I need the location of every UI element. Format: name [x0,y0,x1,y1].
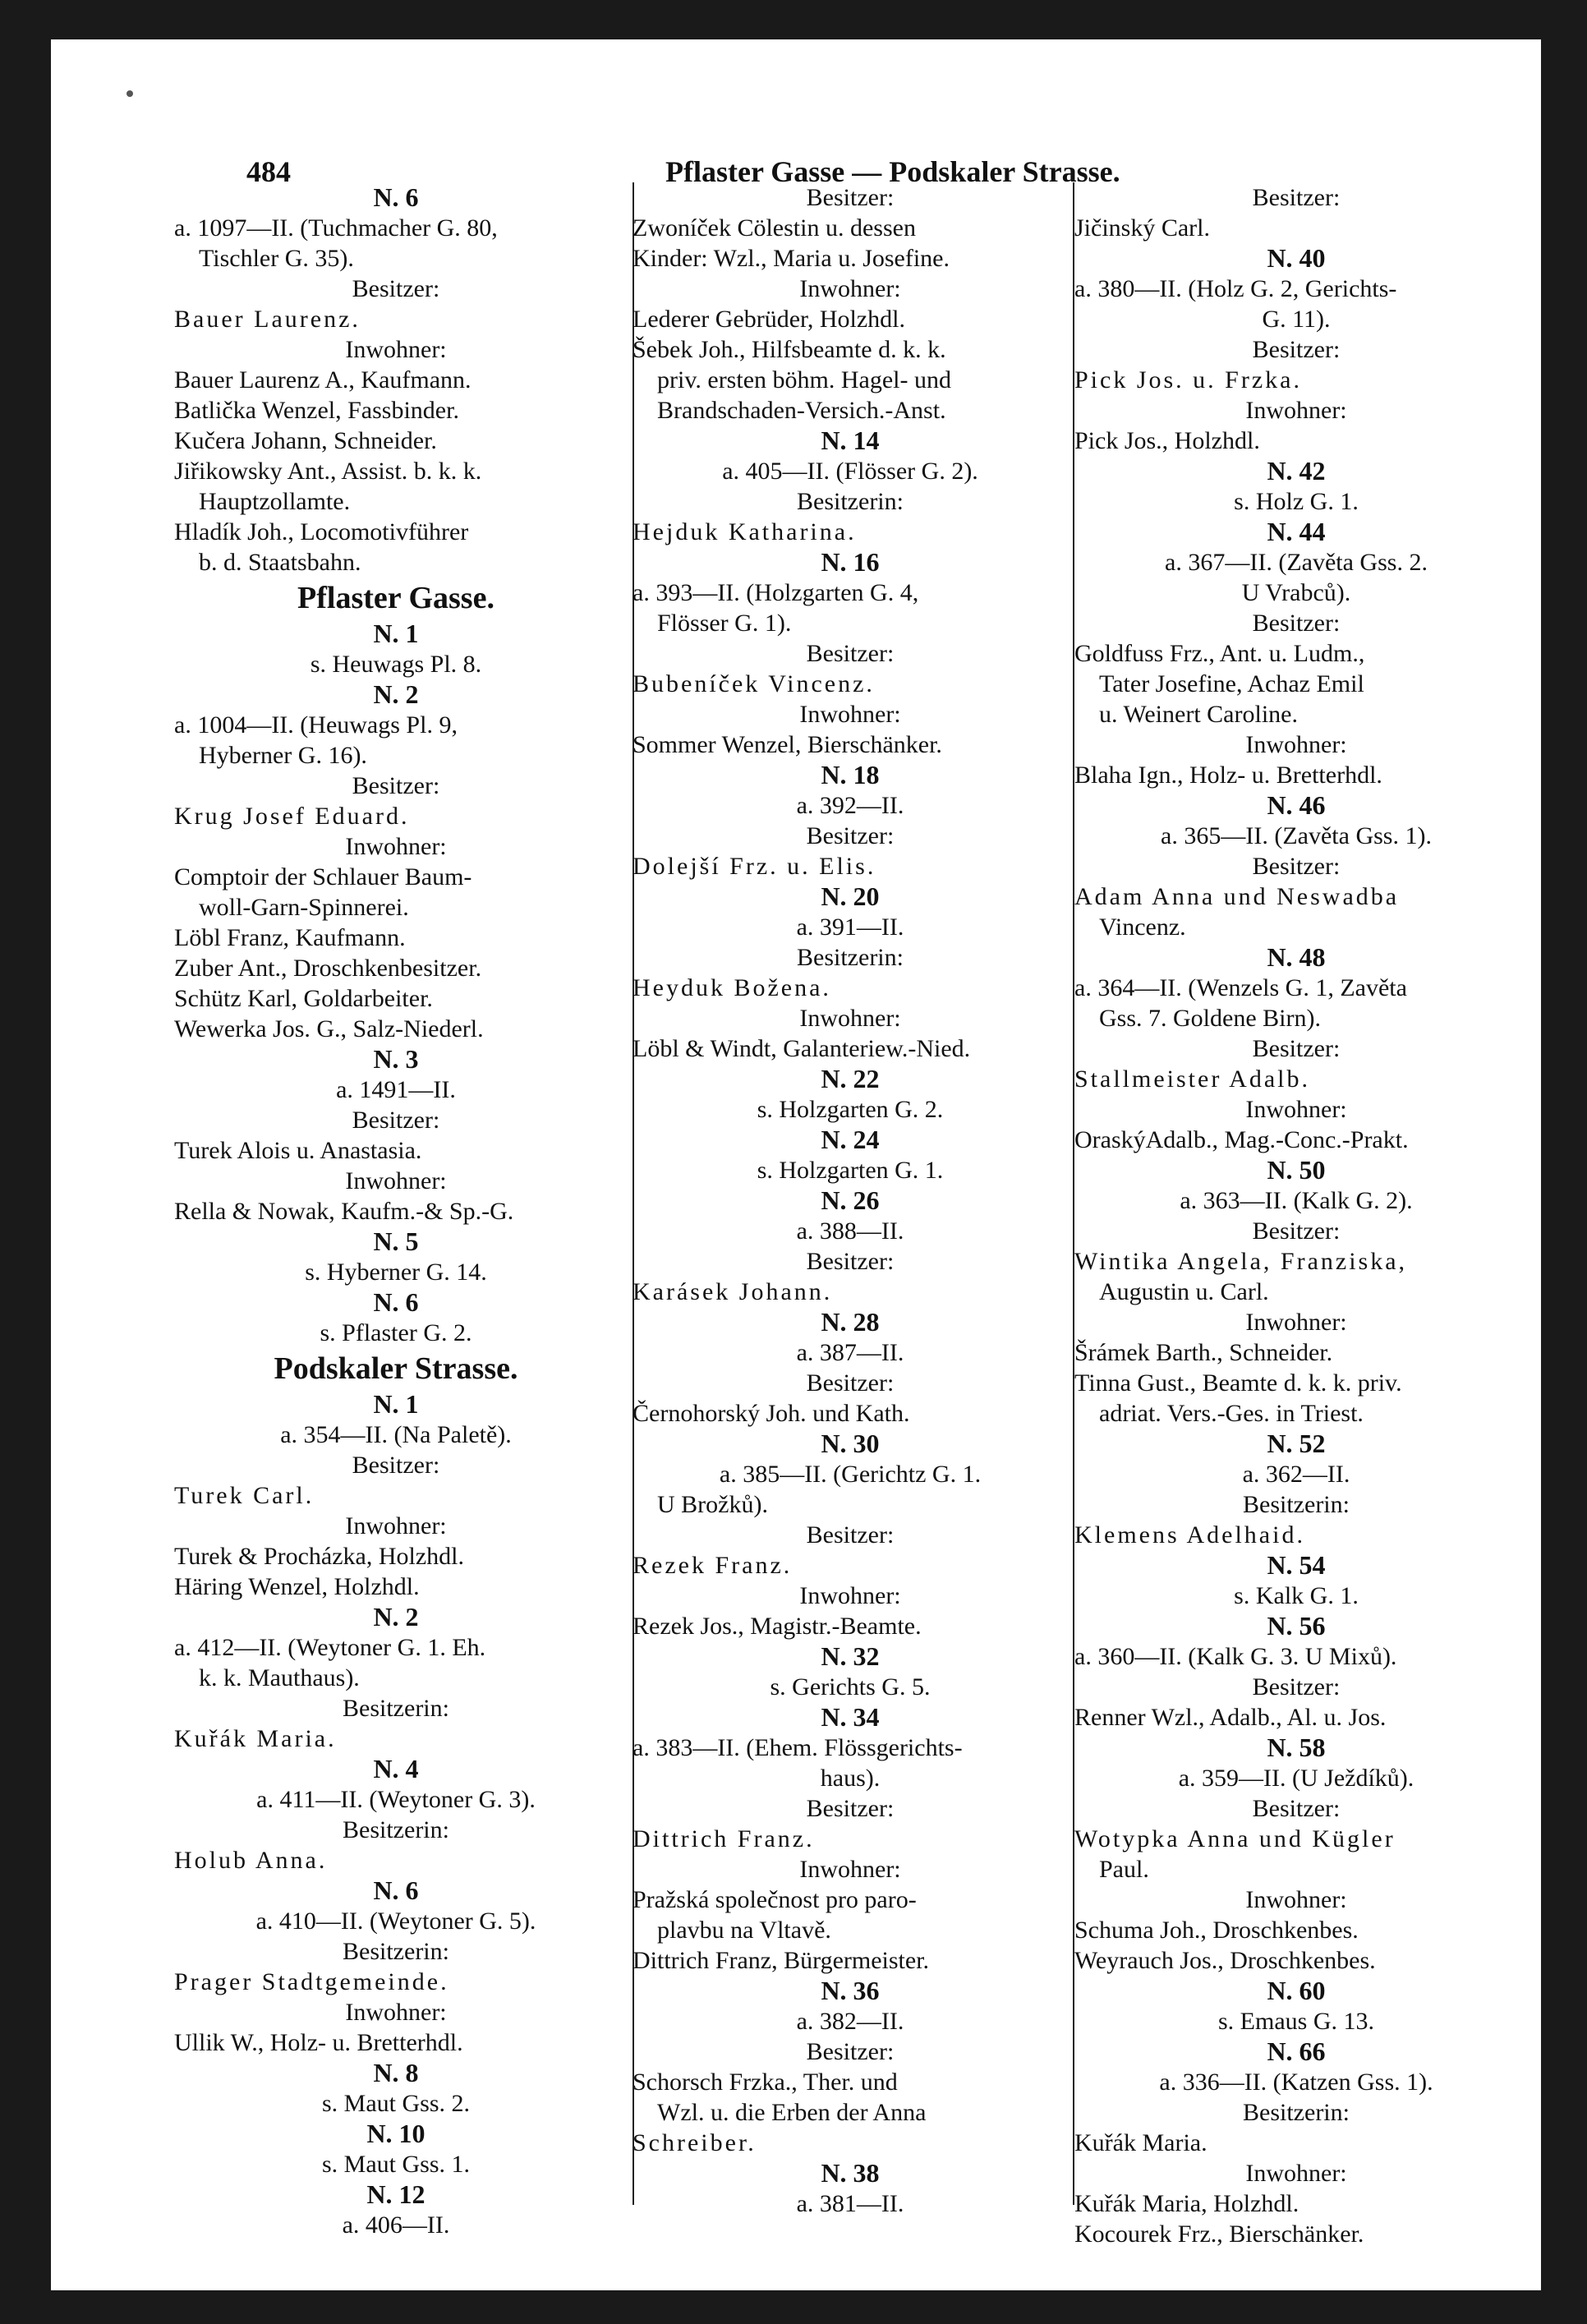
house-number: N. 5 [373,1226,419,1256]
entry-line: Inwohner: [799,1005,901,1032]
entry-line: Besitzer: [806,1369,895,1397]
entry-line: a. 380—II. (Holz G. 2, Gerichts- [1074,275,1397,302]
entry-line: Ullik W., Holz- u. Bretterhdl. [174,2029,463,2056]
entry-line: u. Weinert Caroline. [1099,701,1298,728]
house-number: N. 6 [373,182,419,212]
entry-line: Batlička Wenzel, Fassbinder. [174,397,459,424]
entry-line: Besitzer: [1252,184,1341,211]
entry-line: a. 383—II. (Ehem. Flössgerichts- [632,1734,963,1761]
entry-line: Schuma Joh., Droschkenbes. [1074,1917,1359,1944]
entry-line: Inwohner: [799,275,901,302]
entry-line: a. 362—II. [1242,1461,1350,1488]
entry-line: Turek & Procházka, Holzhdl. [174,1543,464,1570]
entry-line: Pick Jos., Holzhdl. [1074,427,1260,454]
street-heading: Pflaster Gasse. [297,581,494,615]
entry-line: Löbl & Windt, Galanteriew.-Nied. [632,1035,971,1062]
entry-line: Pražská společnost pro paro- [632,1886,917,1913]
house-number: N. 4 [373,1754,419,1783]
entry-line: Inwohner: [1245,397,1347,424]
entry-line: Šrámek Barth., Schneider. [1074,1339,1333,1366]
entry-line: Besitzer: [352,772,440,799]
entry-line: plavbu na Vltavě. [657,1917,831,1944]
entry-line: Besitzerin: [1243,1491,1350,1518]
entry-line: Wotypka Anna und Kügler [1074,1825,1396,1852]
entry-line: Besitzer: [806,2038,895,2065]
entry-line: Kuřák Maria. [1074,2129,1208,2156]
entry-line: Turek Alois u. Anastasia. [174,1137,422,1164]
entry-line: a. 381—II. [796,2190,904,2217]
entry-line: Lederer Gebrüder, Holzhdl. [632,306,905,333]
entry-line: Bubeníček Vincenz. [632,670,875,697]
column-right [1074,182,1518,2249]
house-number: N. 66 [1267,2036,1326,2066]
house-number: N. 30 [821,1429,880,1458]
entry-line: a. 360—II. (Kalk G. 3. U Mixů). [1074,1643,1397,1670]
column-left [174,182,618,2240]
entry-line: Goldfuss Frz., Ant. u. Ludm., [1074,640,1365,667]
entry-line: Jiřikowsky Ant., Assist. b. k. k. [174,458,482,485]
entry-line: Zuber Ant., Droschkenbesitzer. [174,955,482,982]
entry-line: Inwohner: [1245,2160,1347,2187]
entry-line: Rella & Nowak, Kaufm.-& Sp.-G. [174,1198,514,1225]
house-number: N. 38 [821,2158,880,2188]
entry-line: s. Holz G. 1. [1234,488,1359,515]
house-number: N. 16 [821,547,880,577]
entry-line: Renner Wzl., Adalb., Al. u. Jos. [1074,1704,1387,1731]
entry-line: Kinder: Wzl., Maria u. Josefine. [632,245,950,272]
entry-line: Hyberner G. 16). [199,742,367,769]
entry-line: Stallmeister Adalb. [1074,1065,1310,1093]
entry-line: U Vrabců). [1241,579,1351,606]
entry-line: Inwohner: [799,1856,901,1883]
entry-line: Besitzerin: [343,1695,449,1722]
entry-line: Dittrich Franz. [632,1825,815,1852]
entry-line: Wzl. u. die Erben der Anna [657,2099,927,2126]
house-number: N. 24 [821,1125,880,1154]
entry-line: Häring Wenzel, Holzhdl. [174,1573,420,1600]
entry-line: Vincenz. [1099,913,1186,941]
house-number: N. 2 [373,1602,419,1631]
house-number: N. 34 [821,1702,880,1732]
entry-line: a. 365—II. (Zavěta Gss. 1). [1161,822,1432,849]
house-number: N. 28 [821,1307,880,1337]
house-number: N. 6 [373,1287,419,1317]
entry-line: Besitzer: [1252,610,1341,637]
house-number: N. 2 [373,679,419,709]
entry-line: Besitzer: [352,275,440,302]
entry-line: a. 412—II. (Weytoner G. 1. Eh. [174,1634,486,1661]
entry-line: Kuřák Maria. [174,1725,337,1752]
entry-line: Rezek Jos., Magistr.-Beamte. [632,1613,922,1640]
entry-line: Gss. 7. Goldene Birn). [1099,1005,1321,1032]
entry-line: s. Maut Gss. 1. [321,2151,470,2178]
entry-line: a. 1004—II. (Heuwags Pl. 9, [174,711,458,739]
house-number: N. 50 [1267,1155,1326,1185]
house-number: N. 1 [373,1389,419,1419]
entry-line: b. d. Staatsbahn. [199,549,361,576]
entry-line: Besitzer: [1252,1217,1341,1245]
entry-line: Wintika Angela, Franziska, [1074,1248,1408,1275]
house-number: N. 44 [1267,517,1326,546]
entry-line: Inwohner: [1245,731,1347,758]
entry-line: a. 364—II. (Wenzels G. 1, Zavěta [1074,974,1407,1001]
entry-line: Besitzer: [806,1248,895,1275]
entry-line: Wewerka Jos. G., Salz-Niederl. [174,1015,484,1042]
entry-line: a. 393—II. (Holzgarten G. 4, [632,579,919,606]
entry-line: a. 336—II. (Katzen Gss. 1). [1159,2069,1433,2096]
entry-line: Besitzer: [806,1521,895,1549]
entry-line: Schorsch Frzka., Ther. und [632,2069,898,2096]
entry-line: s. Hyberner G. 14. [305,1259,487,1286]
entry-line: Schreiber. [632,2129,757,2156]
entry-line: Brandschaden-Versich.-Anst. [657,397,946,424]
house-number: N. 6 [373,1875,419,1905]
entry-line: Jičinský Carl. [1074,214,1210,242]
entry-line: Besitzer: [1252,1673,1341,1700]
entry-line: adriat. Vers.-Ges. in Triest. [1099,1400,1364,1427]
entry-line: Zwoníček Cölestin u. dessen [632,214,916,242]
entry-line: s. Emaus G. 13. [1218,2008,1374,2035]
page-number: 484 [246,155,291,188]
entry-line: a. 410—II. (Weytoner G. 5). [255,1908,536,1935]
house-number: N. 26 [821,1185,880,1215]
house-number: N. 54 [1267,1550,1326,1580]
entry-line: Hejduk Katharina. [632,518,857,545]
entry-line: Krug Josef Eduard. [174,803,410,830]
entry-line: Inwohner: [1245,1886,1347,1913]
entry-line: a. 359—II. (U Ježdíků). [1178,1765,1414,1792]
house-number: N. 36 [821,1976,880,2005]
entry-line: a. 405—II. (Flösser G. 2). [722,458,978,485]
entry-line: Weyrauch Jos., Droschkenbes. [1074,1947,1376,1974]
entry-line: Inwohner: [799,1582,901,1609]
house-number: N. 42 [1267,456,1326,486]
entry-line: Besitzer: [806,1795,895,1822]
entry-line: Inwohner: [1245,1309,1347,1336]
entry-line: s. Maut Gss. 2. [321,2090,470,2117]
entry-line: woll-Garn-Spinnerei. [199,894,409,921]
house-number: N. 8 [373,2058,419,2087]
entry-line: Inwohner: [345,336,447,363]
entry-line: OraskýAdalb., Mag.-Conc.-Prakt. [1074,1126,1409,1153]
entry-line: Besitzer: [352,1452,440,1479]
house-number: N. 60 [1267,1976,1326,2005]
entry-line: Kocourek Frz., Bierschänker. [1074,2220,1364,2248]
entry-line: a. 385—II. (Gerichtz G. 1. [719,1461,982,1488]
entry-line: a. 392—II. [796,792,904,819]
entry-line: priv. ersten böhm. Hagel- und [657,366,951,393]
entry-line: Besitzerin: [343,1816,449,1843]
entry-line: Besitzer: [806,184,895,211]
entry-line: a. 406—II. [342,2211,450,2239]
entry-line: Besitzer: [1252,1795,1341,1822]
entry-line: a. 354—II. (Na Paletě). [280,1421,512,1448]
entry-line: a. 367—II. (Zavěta Gss. 2. [1165,549,1428,576]
entry-line: haus). [820,1765,881,1792]
house-number: N. 58 [1267,1733,1326,1762]
house-number: N. 20 [821,881,880,911]
entry-line: Inwohner: [345,1999,447,2026]
entry-line: Tischler G. 35). [199,245,354,272]
entry-line: Bauer Laurenz A., Kaufmann. [174,366,472,393]
entry-line: Besitzer: [1252,1035,1341,1062]
house-number: N. 22 [821,1064,880,1093]
entry-line: Hladík Joh., Locomotivführer [174,518,469,545]
entry-line: Besitzer: [352,1107,440,1134]
entry-line: Prager Stadtgemeinde. [174,1968,449,1995]
entry-line: Tinna Gust., Beamte d. k. k. priv. [1074,1369,1402,1397]
entry-line: Blaha Ign., Holz- u. Bretterhdl. [1074,762,1382,789]
entry-line: Kučera Johann, Schneider. [174,427,437,454]
entry-line: s. Holzgarten G. 1. [757,1157,944,1184]
entry-line: Šebek Joh., Hilfsbeamte d. k. k. [632,336,946,363]
entry-line: Besitzer: [806,822,895,849]
entry-line: Schütz Karl, Goldarbeiter. [174,985,433,1012]
street-heading: Podskaler Strasse. [274,1351,518,1386]
entry-line: Turek Carl. [174,1482,315,1509]
entry-line: Černohorský Joh. und Kath. [632,1400,910,1427]
entry-line: Holub Anna. [174,1847,328,1874]
entry-line: Paul. [1099,1856,1149,1883]
house-number: N. 46 [1267,790,1326,820]
entry-line: a. 1491—II. [336,1076,456,1103]
entry-line: Sommer Wenzel, Bierschänker. [632,731,942,758]
entry-line: a. 391—II. [796,913,904,941]
entry-line: s. Holzgarten G. 2. [757,1096,944,1123]
entry-line: Kuřák Maria, Holzhdl. [1074,2190,1300,2217]
entry-line: a. 1097—II. (Tuchmacher G. 80, [174,214,498,242]
entry-line: s. Heuwags Pl. 8. [310,651,482,678]
entry-line: Besitzerin: [797,944,904,971]
house-number: N. 52 [1267,1429,1326,1458]
house-number: N. 1 [373,619,419,648]
entry-line: a. 363—II. (Kalk G. 2). [1180,1187,1413,1214]
entry-line: Löbl Franz, Kaufmann. [174,924,406,951]
entry-line: k. k. Mauthaus). [199,1664,360,1691]
house-number: N. 48 [1267,942,1326,972]
entry-line: Besitzerin: [1243,2099,1350,2126]
entry-line: a. 387—II. [796,1339,904,1366]
house-number: N. 18 [821,760,880,789]
entry-line: Tater Josefine, Achaz Emil [1099,670,1364,697]
entry-line: Dolejší Frz. u. Elis. [632,853,876,880]
house-number: N. 40 [1267,243,1326,273]
entry-line: Hauptzollamte. [199,488,351,515]
entry-line: Augustin u. Carl. [1099,1278,1269,1305]
entry-line: G. 11). [1262,306,1331,333]
entry-line: Besitzer: [806,640,895,667]
entry-line: Besitzerin: [797,488,904,515]
entry-line: Inwohner: [345,1167,447,1194]
entry-line: s. Kalk G. 1. [1234,1582,1359,1609]
house-number: N. 32 [821,1641,880,1671]
house-number: N. 14 [821,426,880,455]
entry-line: Heyduk Božena. [632,974,831,1001]
entry-line: Besitzerin: [343,1938,449,1965]
entry-line: Inwohner: [1245,1096,1347,1123]
page-speck [126,90,133,97]
entry-line: Inwohner: [345,833,447,860]
entry-line: U Brožků). [657,1491,768,1518]
entry-line: Karásek Johann. [632,1278,833,1305]
entry-line: Besitzer: [1252,853,1341,880]
entry-line: Pick Jos. u. Frzka. [1074,366,1302,393]
entry-line: Besitzer: [1252,336,1341,363]
house-number: N. 3 [373,1044,419,1074]
entry-line: Flösser G. 1). [657,610,792,637]
column-middle [632,182,1068,2219]
house-number: N. 10 [366,2119,426,2148]
entry-line: Comptoir der Schlauer Baum- [174,863,472,890]
entry-line: Klemens Adelhaid. [1074,1521,1305,1549]
entry-line: Bauer Laurenz. [174,306,361,333]
entry-line: a. 382—II. [796,2008,904,2035]
entry-line: Adam Anna und Neswadba [1074,883,1400,910]
entry-line: a. 411—II. (Weytoner G. 3). [256,1786,536,1813]
entry-line: Inwohner: [345,1512,447,1539]
house-number: N. 56 [1267,1611,1326,1641]
entry-line: Dittrich Franz, Bürgermeister. [632,1947,930,1974]
house-number: N. 12 [366,2179,426,2209]
entry-line: Inwohner: [799,701,901,728]
entry-line: s. Pflaster G. 2. [320,1319,472,1346]
entry-line: s. Gerichts G. 5. [770,1673,931,1700]
page-header-title: Pflaster Gasse — Podskaler Strasse. [665,155,1120,188]
entry-line: Rezek Franz. [632,1552,793,1579]
entry-line: a. 388—II. [796,1217,904,1245]
